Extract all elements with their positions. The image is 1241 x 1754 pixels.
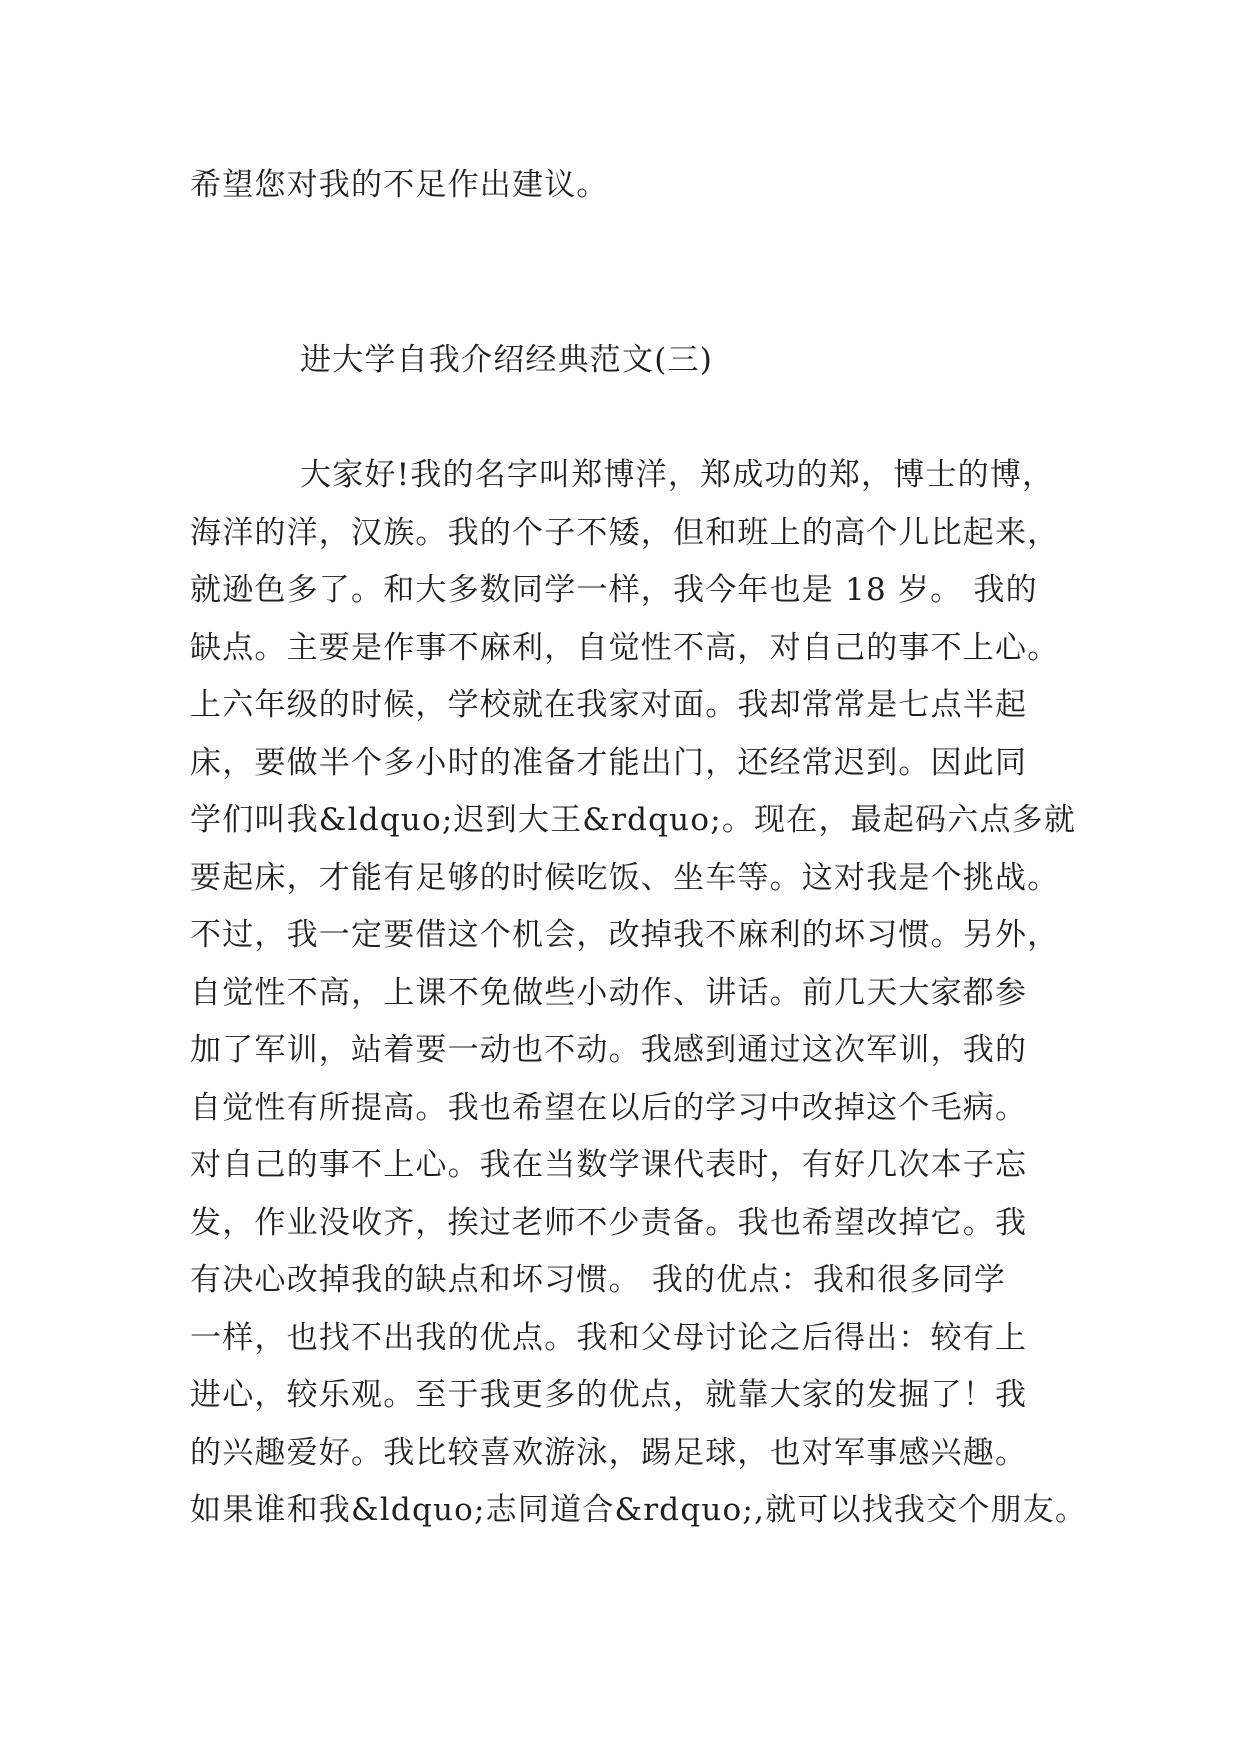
paragraph-line: 缺点。主要是作事不麻利，自觉性不高，对自己的事不上心。 [190,630,1060,666]
paragraph-line: 大家好!我的名字叫郑博洋，郑成功的郑，博士的博， [300,457,1055,493]
paragraph-line: 不过，我一定要借这个机会，改掉我不麻利的坏习惯。另外， [190,917,1060,953]
paragraph-line: 要起床，才能有足够的时候吃饭、坐车等。这对我是个挑战。 [190,860,1060,896]
paragraph-line: 一样，也找不出我的优点。我和父母讨论之后得出：较有上 [190,1320,1028,1356]
paragraph-line: 有决心改掉我的缺点和坏习惯。 我的优点：我和很多同学 [190,1262,1007,1298]
carryover-text: 希望您对我的不足作出建议。 [190,167,609,203]
paragraph-line: 就逊色多了。和大多数同学一样，我今年也是 18 岁。 我的 [190,572,1038,608]
paragraph-line: 自觉性有所提高。我也希望在以后的学习中改掉这个毛病。 [190,1090,1028,1126]
section-title: 进大学自我介绍经典范文(三) [300,342,713,378]
paragraph-line: 对自己的事不上心。我在当数学课代表时，有好几次本子忘 [190,1147,1028,1183]
paragraph-line: 自觉性不高，上课不免做些小动作、讲话。前几天大家都参 [190,975,1028,1011]
paragraph-line: 进心，较乐观。至于我更多的优点，就靠大家的发掘了！我 [190,1377,1028,1413]
paragraph-line: 上六年级的时候，学校就在我家对面。我却常常是七点半起 [190,687,1028,723]
paragraph-line: 床，要做半个多小时的准备才能出门，还经常迟到。因此同 [190,745,1028,781]
paragraph-line: 加了军训，站着要一动也不动。我感到通过这次军训，我的 [190,1032,1028,1068]
paragraph-line: 学们叫我&ldquo;迟到大王&rdquo;。现在，最起码六点多就 [190,802,1077,838]
paragraph-line: 如果谁和我&ldquo;志同道合&rdquo;,就可以找我交个朋友。 [190,1492,1088,1528]
paragraph-line: 海洋的洋，汉族。我的个子不矮，但和班上的高个儿比起来， [190,515,1060,551]
paragraph-line: 发，作业没收齐，挨过老师不少责备。我也希望改掉它。我 [190,1205,1028,1241]
paragraph-line: 的兴趣爱好。我比较喜欢游泳，踢足球，也对军事感兴趣。 [190,1435,1028,1471]
